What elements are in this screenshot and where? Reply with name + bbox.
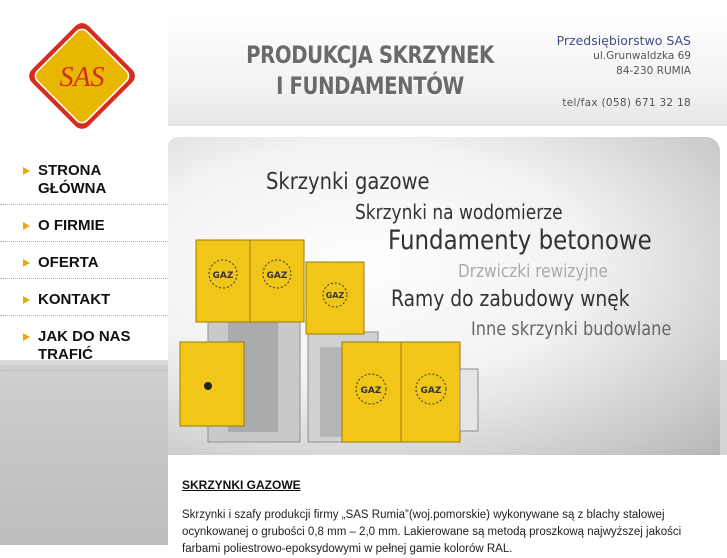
section-paragraph: Skrzynki i szafy produkcji firmy „SAS Rumia”(woj.pomorskie) wykonywane są z blachy stalowej ocynkowanej o grubości 0,8 mm – 2,0 mm. Lakierowane są metodą proszkową najwyższej jakości farbami poliestrowo-epoksydowymi w pełnej gamie kolorów RAL. xyxy=(182,509,682,555)
gas-boxes-illustration xyxy=(178,232,478,457)
gaz-label: GAZ xyxy=(212,271,234,281)
gaz-label: GAZ xyxy=(360,386,382,396)
nav-background xyxy=(0,365,168,545)
company-name: Przedsiębiorstwo SAS xyxy=(556,33,691,48)
main-content xyxy=(168,455,727,555)
gaz-label: GAZ xyxy=(420,386,442,396)
nav-item-offer[interactable] xyxy=(0,252,168,279)
product-banner xyxy=(168,137,720,455)
banner-line-other-boxes: Inne skrzynki budowlane xyxy=(471,318,672,340)
nav-item-directions[interactable] xyxy=(0,326,168,371)
arrow-right-icon xyxy=(23,167,30,175)
nav-item-about[interactable] xyxy=(0,215,168,242)
banner-line-concrete-foundations: Fundamenty betonowe xyxy=(388,225,652,256)
nav-item-label: JAK DO NAS TRAFIĆ xyxy=(38,328,131,363)
nav-item-label: O FIRMIE xyxy=(38,217,105,234)
section-title: SKRZYNKI GAZOWE xyxy=(182,478,301,492)
nav-item-contact[interactable] xyxy=(0,289,168,316)
nav-item-label: STRONA GŁÓWNA xyxy=(38,162,107,197)
arrow-right-icon xyxy=(23,259,30,267)
banner-line-water-meter-boxes: Skrzynki na wodomierze xyxy=(355,200,563,224)
arrow-right-icon xyxy=(23,296,30,304)
banner-line-gas-boxes: Skrzynki gazowe xyxy=(266,169,430,195)
company-phone: tel/fax (058) 671 32 18 xyxy=(562,97,691,109)
nav-item-label: OFERTA xyxy=(38,254,99,271)
company-city: 84-230 RUMIA xyxy=(616,65,691,77)
company-street: ul.Grunwaldzka 69 xyxy=(593,50,691,62)
nav-item-home[interactable] xyxy=(0,160,168,205)
banner-line-frames: Ramy do zabudowy wnęk xyxy=(391,287,630,312)
page-headline xyxy=(231,40,510,102)
headline-line-2: I FUNDAMENTÓW xyxy=(276,72,464,100)
arrow-right-icon xyxy=(23,333,30,341)
gaz-label: GAZ xyxy=(325,291,345,300)
nav-item-label: KONTAKT xyxy=(38,291,111,308)
arrow-right-icon xyxy=(23,222,30,230)
sas-logo[interactable] xyxy=(20,14,144,138)
main-nav xyxy=(0,160,168,381)
banner-line-inspection-doors: Drzwiczki rewizyjne xyxy=(458,261,608,282)
company-info xyxy=(557,33,691,109)
logo-text: SAS xyxy=(59,62,105,93)
headline-line-1: PRODUKCJA SKRZYNEK xyxy=(246,41,494,69)
gaz-label: GAZ xyxy=(266,271,288,281)
